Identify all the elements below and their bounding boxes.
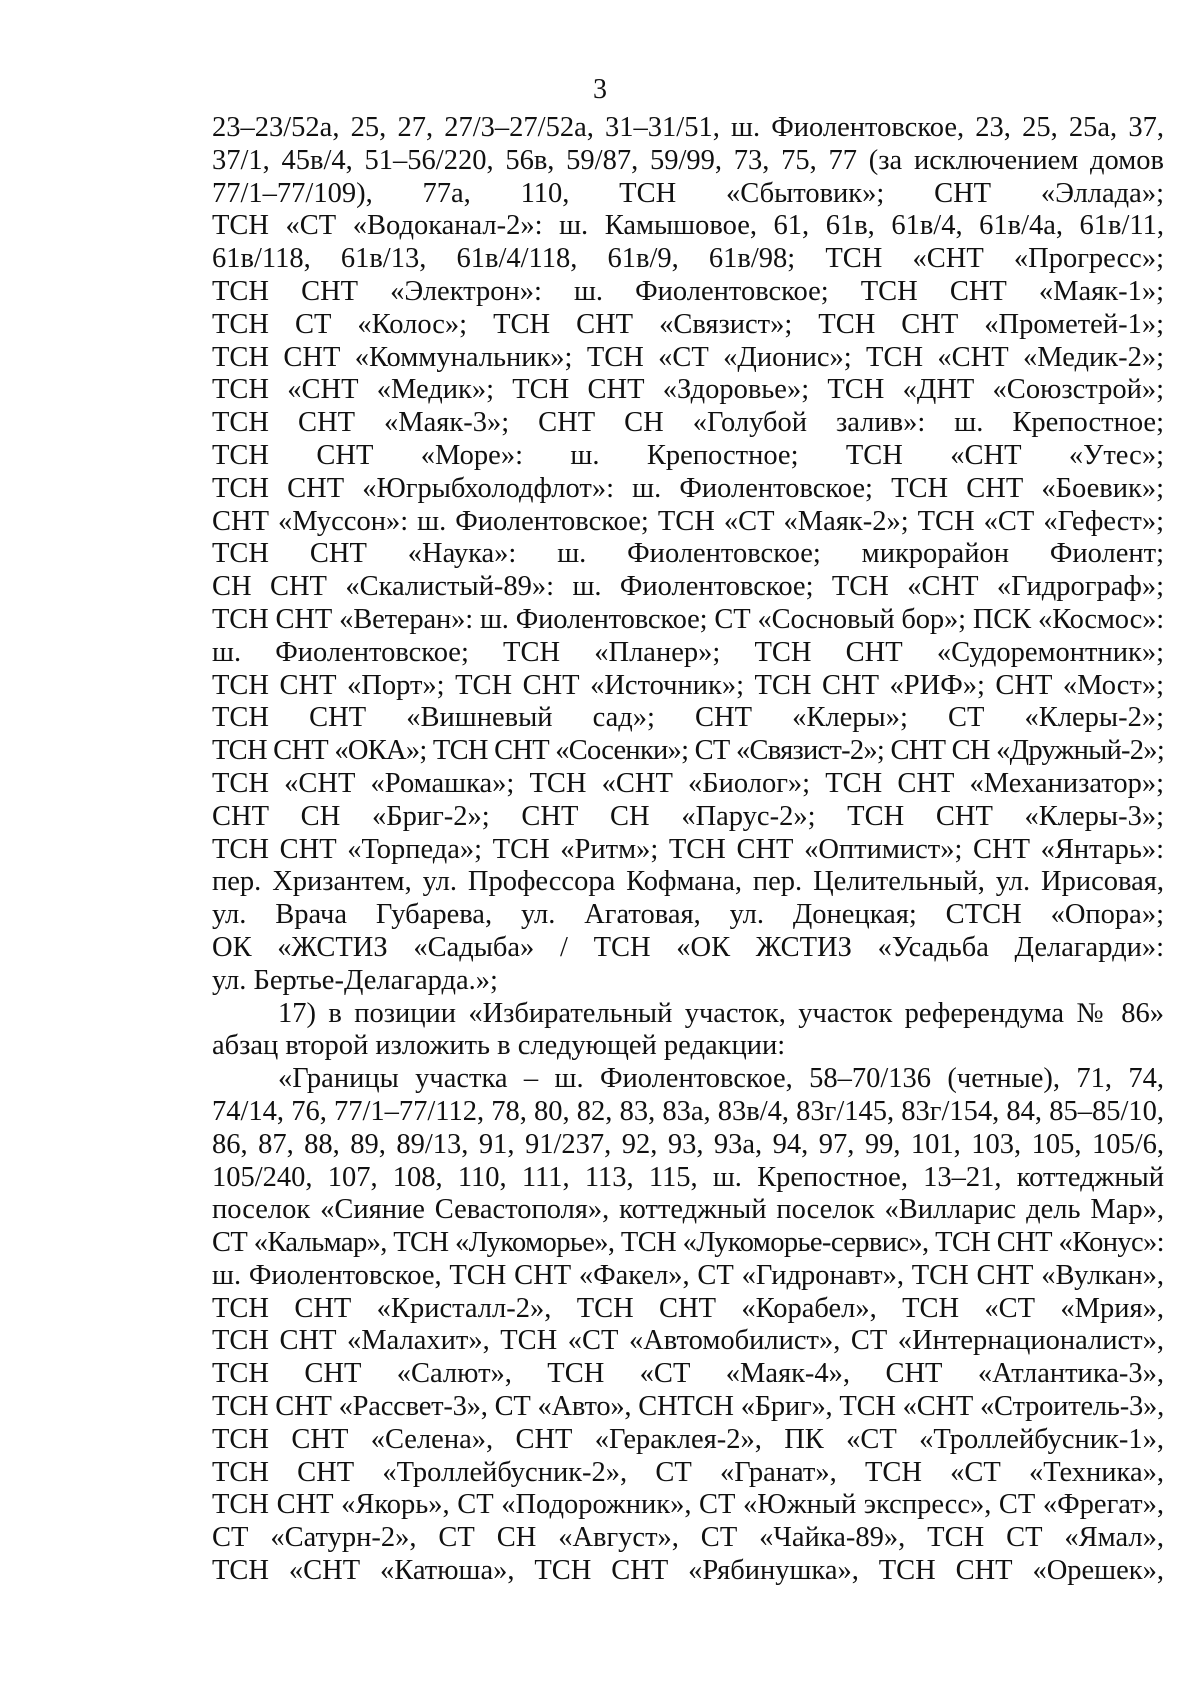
text-line: пер. Хризантем, ул. Профессора Кофмана, пер. Целительный, ул. Ирисовая, [212, 866, 1164, 898]
text-line: СНТ СН «Бриг-2»; СНТ СН «Парус-2»; ТСН СНТ «Клеры-3»; [212, 800, 1164, 832]
text-line: ТСН СНТ «Троллейбусник-2», СТ «Гранат», ТСН «СТ «Техника», [212, 1456, 1164, 1488]
list-item-17: 17) в позиции «Избирательный участок, участок референдума № 86» [278, 997, 1164, 1029]
text-line: СНТ «Муссон»: ш. Фиолентовское; ТСН «СТ «Маяк-2»; ТСН «СТ «Гефест»; [212, 505, 1164, 537]
text-line: ТСН СНТ «Ветеран»: ш. Фиолентовское; СТ «Сосновый бор»; ПСК «Космос»: [212, 603, 1164, 635]
text-line: ТСН СНТ «Якорь», СТ «Подорожник», СТ «Южный экспресс», СТ «Фрегат», [212, 1489, 1164, 1521]
text-line: ТСН СНТ «Порт»; ТСН СНТ «Источник»; ТСН СНТ «РИФ»; СНТ «Мост»; [212, 669, 1164, 701]
text-line: ТСН СНТ «Вишневый сад»; СНТ «Клеры»; СТ «Клеры-2»; [212, 702, 1164, 734]
text-line: абзац второй изложить в следующей редакции: [212, 1030, 786, 1062]
text-line: ТСН СНТ «Кристалл-2», ТСН СНТ «Корабел», ТСН «СТ «Мрия», [212, 1292, 1164, 1324]
text-line: ТСН «СНТ «Медик»; ТСН СНТ «Здоровье»; ТСН «ДНТ «Союзстрой»; [212, 374, 1164, 406]
text-line: ТСН СНТ «ОКА»; ТСН СНТ «Сосенки»; СТ «Связист-2»; СНТ СН «Дружный-2»; [212, 735, 1164, 767]
text-line: ТСН СНТ «Селена», СНТ «Гераклея-2», ПК «СТ «Троллейбусник-1», [212, 1423, 1164, 1455]
text-line: ТСН СНТ «Торпеда»; ТСН «Ритм»; ТСН СНТ «Оптимист»; СНТ «Янтарь»: [212, 833, 1164, 865]
text-line: 61в/118, 61в/13, 61в/4/118, 61в/9, 61в/98; ТСН «СНТ «Прогресс»; [212, 243, 1164, 275]
text-line: ТСН СНТ «Салют», ТСН «СТ «Маяк-4», СНТ «Атлантика-3», [212, 1358, 1164, 1390]
text-line: ОК «ЖСТИЗ «Садыба» / ТСН «ОК ЖСТИЗ «Усадьба Делагарди»: [212, 931, 1164, 963]
document-body [212, 112, 1164, 1588]
text-line: СТ «Кальмар», ТСН «Лукоморье», ТСН «Лукоморье-сервис», ТСН СНТ «Конус»: [212, 1227, 1164, 1259]
text-line: ТСН СНТ «Маяк-3»; СНТ СН «Голубой залив»: ш. Крепостное; [212, 407, 1164, 439]
text-line: ТСН СНТ «Рассвет-3», СТ «Авто», СНТСН «Бриг», ТСН «СНТ «Строитель-3», [212, 1391, 1164, 1423]
text-line: ТСН СТ «Колос»; ТСН СНТ «Связист»; ТСН СНТ «Прометей-1»; [212, 308, 1164, 340]
text-line: 74/14, 76, 77/1–77/112, 78, 80, 82, 83, 83а, 83в/4, 83г/145, 83г/154, 84, 85–85/10, [212, 1095, 1164, 1127]
paragraph-start: «Границы участка – ш. Фиолентовское, 58–70/136 (четные), 71, 74, [278, 1063, 1164, 1095]
text-line: ТСН «СТ «Водоканал-2»: ш. Камышовое, 61, 61в, 61в/4, 61в/4а, 61в/11, [212, 210, 1164, 242]
text-line: ул. Врача Губарева, ул. Агатовая, ул. Донецкая; СТСН «Опора»; [212, 899, 1164, 931]
text-line: 23–23/52а, 25, 27, 27/3–27/52а, 31–31/51, ш. Фиолентовское, 23, 25, 25а, 37, [212, 112, 1164, 143]
text-line: ТСН СНТ «Море»: ш. Крепостное; ТСН «СНТ «Утес»; [212, 439, 1164, 471]
page-number: 3 [593, 74, 607, 105]
text-line: 37/1, 45в/4, 51–56/220, 56в, 59/87, 59/99, 73, 75, 77 (за исключением домов [212, 144, 1164, 176]
text-line: поселок «Сияние Севастополя», коттеджный поселок «Вилларис дель Мар», [212, 1194, 1164, 1226]
text-line: 105/240, 107, 108, 110, 111, 113, 115, ш. Крепостное, 13–21, коттеджный [212, 1161, 1164, 1193]
text-line: СН СНТ «Скалистый-89»: ш. Фиолентовское; ТСН «СНТ «Гидрограф»; [212, 571, 1164, 603]
text-line: ТСН «СНТ «Ромашка»; ТСН «СНТ «Биолог»; ТСН СНТ «Механизатор»; [212, 767, 1164, 799]
text-line: ш. Фиолентовское, ТСН СНТ «Факел», СТ «Гидронавт», ТСН СНТ «Вулкан», [212, 1259, 1164, 1291]
text-line: ТСН СНТ «Югрыбхолодфлот»: ш. Фиолентовское; ТСН СНТ «Боевик»; [212, 472, 1164, 504]
text-line: ТСН СНТ «Малахит», ТСН «СТ «Автомобилист», СТ «Интернационалист», [212, 1325, 1164, 1357]
text-line: СТ «Сатурн-2», СТ СН «Август», СТ «Чайка-89», ТСН СТ «Ямал», [212, 1522, 1164, 1554]
text-line: ТСН СНТ «Электрон»: ш. Фиолентовское; ТСН СНТ «Маяк-1»; [212, 275, 1164, 307]
text-line: 86, 87, 88, 89, 89/13, 91, 91/237, 92, 93, 93а, 94, 97, 99, 101, 103, 105, 105/6, [212, 1128, 1164, 1160]
text-line: ул. Бертье-Делагарда.»; [212, 964, 498, 996]
text-line: ш. Фиолентовское; ТСН «Планер»; ТСН СНТ «Судоремонтник»; [212, 636, 1164, 668]
text-line: ТСН СНТ «Наука»: ш. Фиолентовское; микрорайон Фиолент; [212, 538, 1164, 570]
text-line: ТСН «СНТ «Катюша», ТСН СНТ «Рябинушка», ТСН СНТ «Орешек», [212, 1555, 1164, 1587]
text-line: 77/1–77/109), 77а, 110, ТСН «Сбытовик»; СНТ «Эллада»; [212, 177, 1164, 209]
text-line: ТСН СНТ «Коммунальник»; ТСН «СТ «Дионис»; ТСН «СНТ «Медик-2»; [212, 341, 1164, 373]
